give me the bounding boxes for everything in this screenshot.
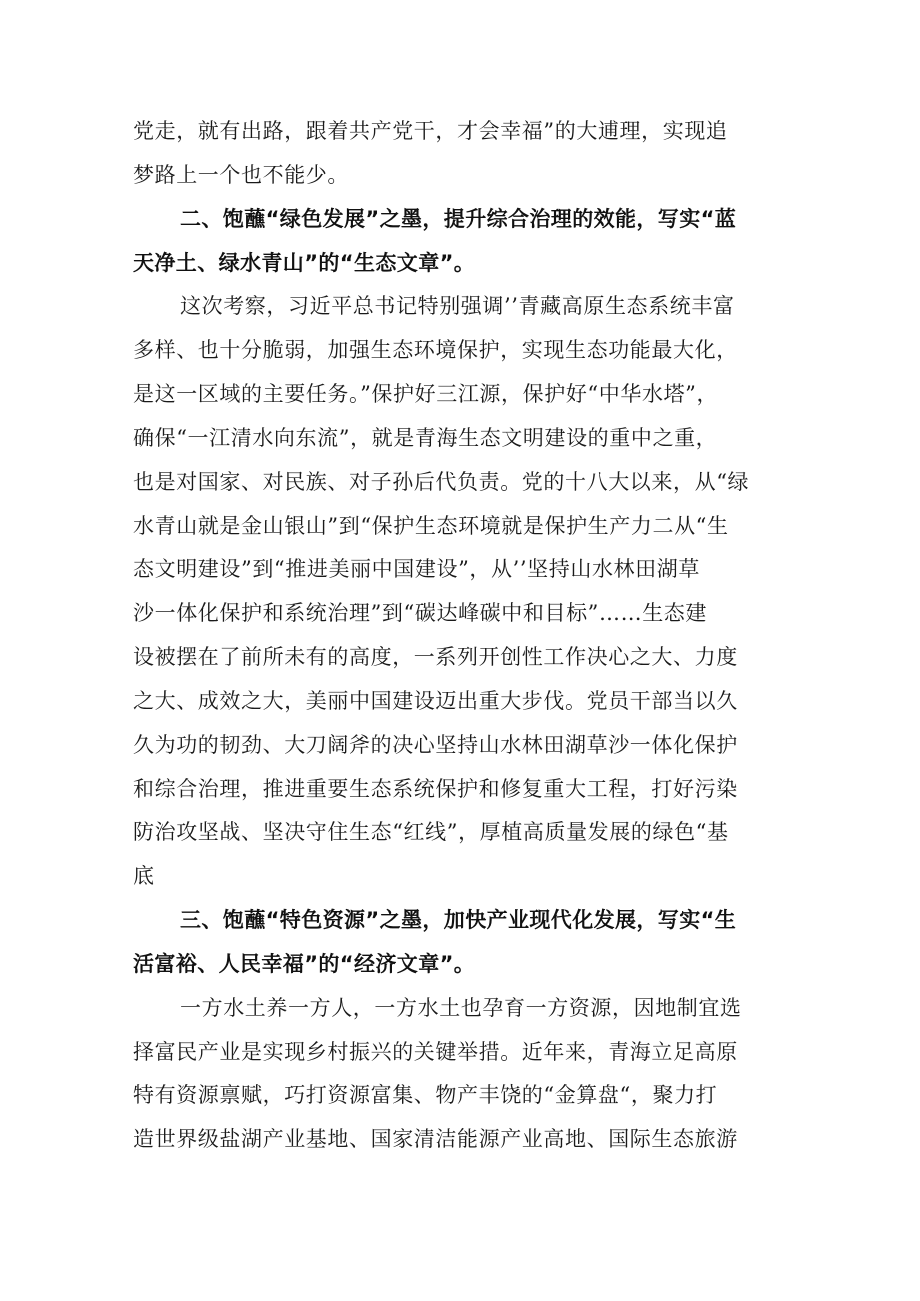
section-heading: 活富裕、人民幸福”的“经济文章”。 xyxy=(133,952,476,976)
text-line: 特有资源禀赋，巧打资源富集、物产丰饶的“金算盘“，聚力打 xyxy=(133,1083,718,1107)
text-line: 党走，就有出路，跟着共产党干，才会幸福”的大逋理，实现追 xyxy=(133,119,728,143)
text-line: 一方水土养一方人，一方水土也孕育一方资源，因地制宜选 xyxy=(180,996,742,1020)
text-line: 和综合治理，推进重要生态系统保护和修复重大工程，打好污染 xyxy=(133,777,738,801)
text-line: 造世界级盐湖产业基地、国家清洁能源产业高地、国际生态旅游 xyxy=(133,1127,738,1151)
text-line: 是这一区域的主要任务。”保护好三江源，保护好“中华水塔”， xyxy=(133,382,719,406)
text-line: 水青山就是金山银山”到“保护生态环境就是保护生产力二从“生 xyxy=(133,514,729,538)
text-line: 多样、也十分脆弱，加强生态环境保护，实现生态功能最大化， xyxy=(133,338,738,362)
text-line: 久为功的韧劲、大刀阔斧的决心坚持山水林田湖草沙一体化保护 xyxy=(133,733,738,757)
text-line: 沙一体化保护和系统治理”到“碳达峰碳中和目标”……生态建 xyxy=(133,601,708,625)
section-heading: 三、饱蘸“特色资源”之墨，加快产业现代化发展，写实“生 xyxy=(180,908,737,932)
text-line: 设被摆在了前所未有的高度，一系列开创性工作决心之大、力度 xyxy=(133,645,738,669)
section-heading: 二、饱蘸“绿色发展”之墨，提升综合治理的效能，写实“蓝 xyxy=(180,207,737,231)
text-line: 这次考察，习近平总书记特别强调’’青藏高原生态系统丰富 xyxy=(180,294,735,318)
text-line: 之大、成效之大，美丽中国建设迈出重大步伐。党员干部当以久 xyxy=(133,689,738,713)
text-line: 底 xyxy=(133,864,155,888)
text-line: 梦路上一个也不能少。 xyxy=(133,163,349,187)
text-line: 也是对国家、对民族、对子孙后代负责。党的十八大以来，从“绿 xyxy=(133,470,750,494)
text-line: 择富民产业是实现乡村振兴的关键举措。近年来，青海立足高原 xyxy=(133,1040,738,1064)
section-heading: 天净土、绿水青山”的“生态文章”。 xyxy=(133,251,476,275)
text-line: 确保“一江清水向东流”，就是青海生态文明建设的重中之重， xyxy=(133,426,718,450)
text-line: 防治攻坚战、坚决守住生态“红线”，厚植高质量发展的绿色“基 xyxy=(133,820,729,844)
text-line: 态文明建设”到“推进美丽中国建设”，从’’坚持山水林田湖草 xyxy=(133,557,700,581)
